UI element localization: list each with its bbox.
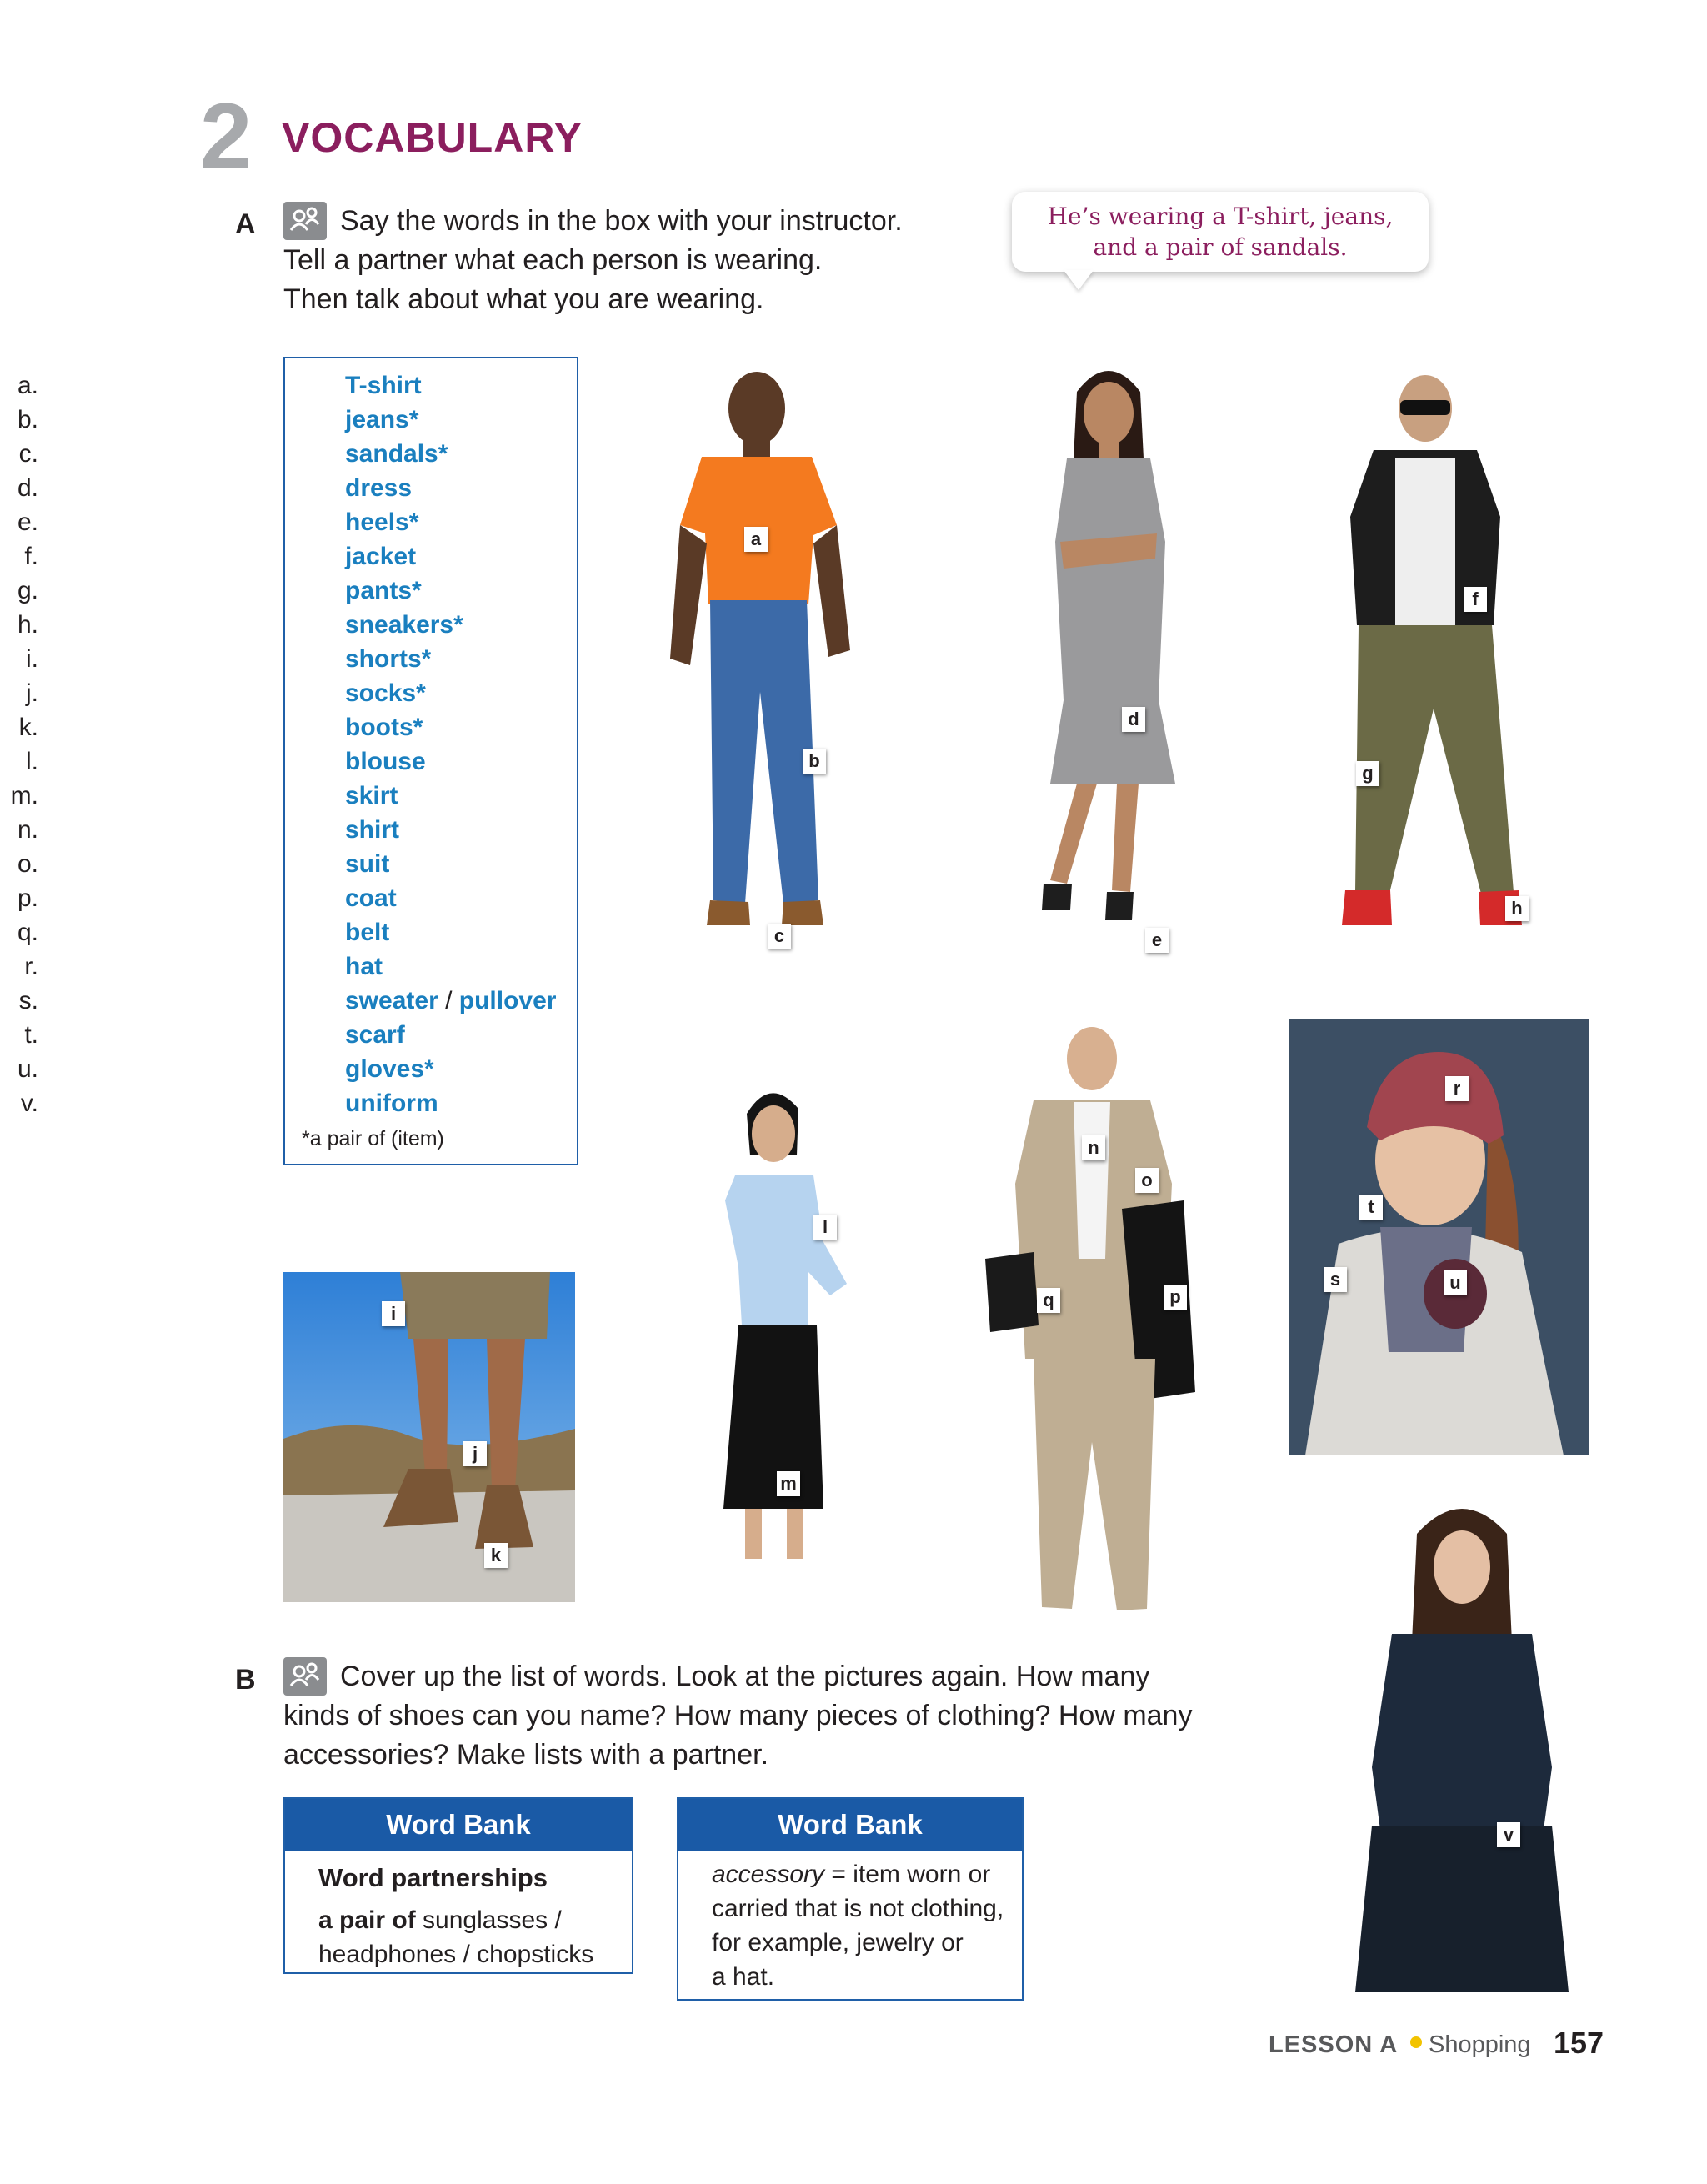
- footer-lesson: LESSON A: [1269, 2031, 1399, 2058]
- word-bank-accessory: [677, 1797, 1024, 2001]
- word-bank-line: a pair of sunglasses /: [318, 1906, 562, 1934]
- word-bank-line: for example, jewelry or: [712, 1929, 964, 1956]
- picture-label: c: [768, 924, 791, 949]
- picture-label: l: [813, 1215, 837, 1240]
- exercise-a-line-2: Tell a partner what each person is wearing.: [283, 244, 823, 276]
- picture-label: k: [484, 1543, 508, 1568]
- girl-uniform-photo: [1342, 1492, 1584, 1992]
- page-number: 157: [1554, 2026, 1604, 2060]
- pair-work-icon: [283, 1657, 327, 1696]
- speech-bubble-line-2: and a pair of sandals.: [1093, 233, 1348, 261]
- section-title: VOCABULARY: [282, 114, 583, 161]
- word-bank-line: a hat.: [712, 1963, 775, 1991]
- picture-label: s: [1324, 1267, 1347, 1292]
- picture-label: m: [777, 1471, 800, 1496]
- exercise-b-line-1: Cover up the list of words. Look at the pictures again. How many: [340, 1661, 1150, 1692]
- picture-label: i: [382, 1301, 405, 1326]
- woman-blouse-skirt-photo: [683, 1075, 900, 1575]
- word-bank-line: headphones / chopsticks: [318, 1941, 594, 1968]
- picture-label: a: [744, 527, 768, 552]
- picture-label: u: [1444, 1270, 1467, 1295]
- word-bank-line: accessory = item worn or: [712, 1861, 991, 1888]
- exercise-a-letter: A: [235, 208, 256, 240]
- word-bank-subtitle: Word partnerships: [318, 1863, 548, 1892]
- picture-label: o: [1135, 1168, 1159, 1193]
- picture-label: g: [1356, 761, 1379, 786]
- speech-bubble-tail: [1064, 270, 1094, 290]
- footer-topic: Shopping: [1429, 2031, 1531, 2058]
- vocabulary-box: a. T-shirt b. jeans* c. sandals* d. dress e. heels* f. jacket g. pants* h. sneakers* i. shorts* j. socks* k. boots* l. blouse m. skirt n. shirt o. suit p. coat q. belt r. hat s. sweater / pullover t. scarf u. gloves* v. uniform *a pair of (item): [283, 357, 578, 1165]
- bullet-dot-icon: [1410, 2036, 1422, 2048]
- section-number: 2: [200, 84, 253, 188]
- pair-work-icon: [283, 202, 327, 240]
- exercise-b-letter: B: [235, 1664, 256, 1696]
- hiker-shorts-boots-photo: [283, 1272, 575, 1602]
- woman-winter-clothes-photo: [1289, 1019, 1589, 1455]
- word-bank-header: Word Bank: [678, 1799, 1022, 1851]
- man-tshirt-jeans-photo: [650, 350, 900, 967]
- picture-label: d: [1122, 707, 1145, 732]
- exercise-a-line-1: Say the words in the box with your instructor.: [340, 205, 903, 237]
- exercise-a-line-3: Then talk about what you are wearing.: [283, 283, 764, 315]
- exercise-b-line-2: kinds of shoes can you name? How many pieces of clothing? How many: [283, 1700, 1193, 1731]
- picture-label: h: [1505, 896, 1529, 921]
- picture-label: t: [1359, 1195, 1383, 1220]
- exercise-b-line-3: accessories? Make lists with a partner.: [283, 1739, 769, 1771]
- picture-label: e: [1145, 928, 1169, 953]
- speech-bubble: [1012, 192, 1429, 272]
- picture-label: p: [1164, 1285, 1187, 1310]
- speech-bubble-line-1: He’s wearing a T-shirt, jeans,: [1047, 203, 1394, 230]
- vocabulary-note: *a pair of (item): [302, 1127, 444, 1150]
- word-bank-header: Word Bank: [285, 1799, 632, 1851]
- picture-label: n: [1082, 1135, 1105, 1160]
- man-jacket-sneakers-photo: [1309, 350, 1542, 967]
- picture-label: q: [1037, 1288, 1060, 1313]
- word-bank-partnerships: [283, 1797, 633, 1974]
- picture-label: f: [1464, 587, 1487, 612]
- woman-dress-heels-photo: [1017, 350, 1217, 967]
- picture-label: b: [803, 749, 826, 774]
- picture-label: r: [1445, 1076, 1469, 1101]
- picture-label: v: [1497, 1822, 1520, 1847]
- word-bank-line: carried that is not clothing,: [712, 1895, 1004, 1922]
- picture-label: j: [463, 1441, 487, 1466]
- man-suit-coat-photo: [975, 1009, 1217, 1634]
